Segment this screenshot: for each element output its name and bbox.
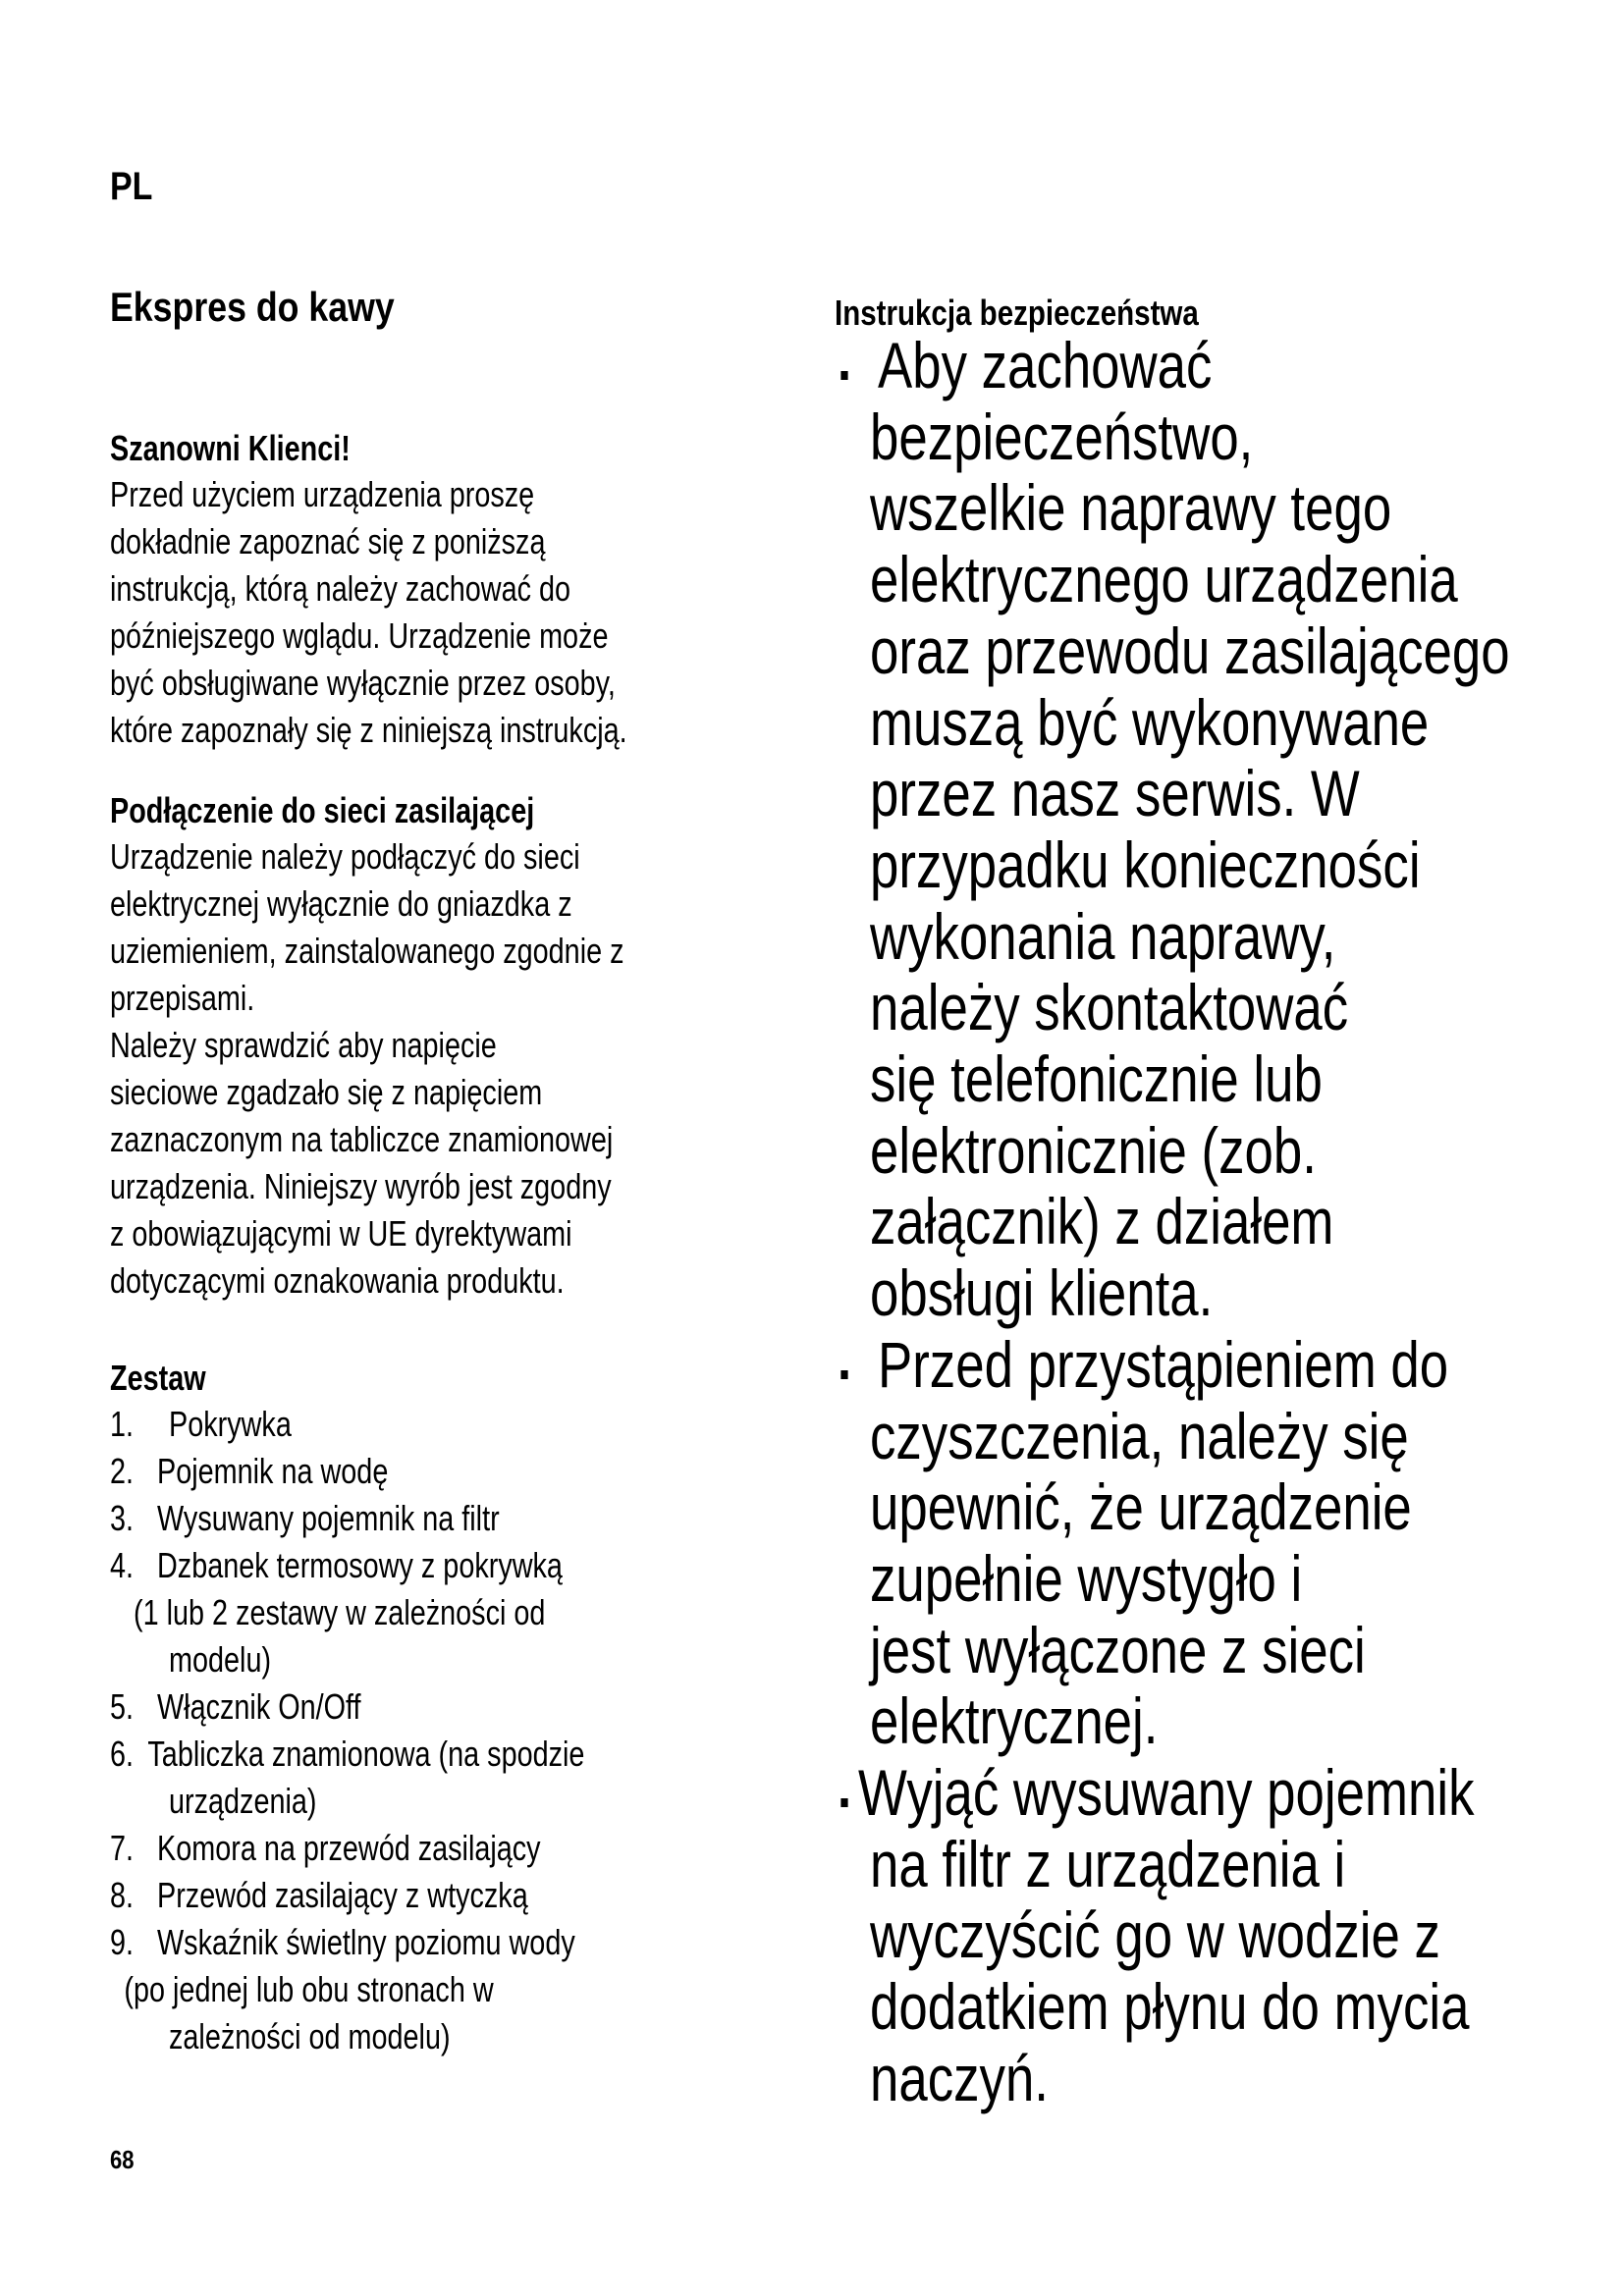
power-heading: Podłączenie do sieci zasilającej bbox=[110, 790, 535, 830]
intro-line: instrukcją, którą należy zachować do bbox=[110, 568, 571, 609]
item-text: urządzenia) bbox=[169, 1781, 317, 1821]
list-item-continuation bbox=[110, 1589, 707, 1683]
safety-line: dodatkiem płynu do mycia bbox=[870, 1970, 1470, 2044]
safety-line: jest wyłączone z sieci bbox=[870, 1613, 1366, 1686]
bullet-dot bbox=[840, 1370, 847, 1379]
document-title: Ekspres do kawy bbox=[110, 284, 395, 330]
item-number: 4. bbox=[110, 1545, 135, 1585]
power-line: Urządzenie należy podłączyć do sieci bbox=[110, 836, 580, 877]
page-number: 68 bbox=[110, 2145, 135, 2174]
safety-line: załącznik) z działem bbox=[870, 1185, 1334, 1258]
list-item bbox=[110, 1401, 707, 1448]
set-section bbox=[110, 1356, 707, 2060]
safety-line: oraz przewodu zasilającego bbox=[870, 614, 1510, 687]
list-item bbox=[110, 1683, 707, 1731]
power-line: Należy sprawdzić aby napięcie bbox=[110, 1025, 497, 1065]
item-text: (1 lub 2 zestawy w zależności od bbox=[134, 1592, 546, 1632]
list-item bbox=[110, 1872, 707, 1919]
item-number: 2. bbox=[110, 1451, 135, 1491]
item-number: 8. bbox=[110, 1875, 135, 1915]
item-text: Wskaźnik świetlny poziomu wody bbox=[157, 1922, 575, 1962]
safety-bullet bbox=[835, 329, 1510, 1330]
item-number: 5. bbox=[110, 1686, 135, 1727]
safety-line: Wyjąć wysuwany pojemnik bbox=[858, 1756, 1475, 1830]
item-text: Włącznik On/Off bbox=[157, 1686, 361, 1727]
intro-section bbox=[110, 426, 707, 754]
set-heading: Zestaw bbox=[110, 1358, 206, 1398]
safety-line: elektrycznego urządzenia bbox=[870, 543, 1458, 616]
power-line: urządzenia. Niniejszy wyrób jest zgodny bbox=[110, 1166, 612, 1206]
intro-line: które zapoznały się z niniejszą instrukcją. bbox=[110, 710, 627, 750]
intro-paragraph bbox=[110, 471, 707, 754]
item-text: Pojemnik na wodę bbox=[157, 1451, 389, 1491]
safety-line: bezpieczeństwo, bbox=[870, 400, 1254, 473]
item-text: zależności od modelu) bbox=[169, 2016, 451, 2056]
list-item bbox=[110, 1448, 707, 1495]
power-line: z obowiązującymi w UE dyrektywami bbox=[110, 1213, 572, 1254]
item-text: Dzbanek termosowy z pokrywką bbox=[157, 1545, 563, 1585]
safety-line: elektrycznej. bbox=[870, 1684, 1159, 1758]
power-line: dotyczącymi oznakowania produktu. bbox=[110, 1260, 565, 1301]
item-text: Wysuwany pojemnik na filtr bbox=[157, 1498, 500, 1538]
safety-line: przypadku konieczności bbox=[870, 828, 1421, 901]
list-item bbox=[110, 1731, 707, 1825]
intro-line: późniejszego wglądu. Urządzenie może bbox=[110, 615, 609, 656]
safety-line: Przed przystąpieniem do bbox=[878, 1327, 1449, 1401]
power-section bbox=[110, 788, 707, 1305]
safety-line: przez nasz serwis. W bbox=[870, 757, 1360, 830]
safety-heading: Instrukcja bezpieczeństwa bbox=[835, 293, 1199, 333]
language-code: PL bbox=[110, 165, 153, 208]
safety-line: zupełnie wystygło i bbox=[870, 1541, 1303, 1615]
intro-line: Przed użyciem urządzenia proszę bbox=[110, 474, 535, 514]
power-line: elektrycznej wyłącznie do gniazdka z bbox=[110, 883, 572, 924]
power-line: zaznaczonym na tabliczce znamionowej bbox=[110, 1119, 614, 1159]
item-text: Pokrywka bbox=[169, 1404, 292, 1444]
safety-section bbox=[835, 329, 1510, 2114]
safety-bullet bbox=[835, 1329, 1479, 1757]
list-item bbox=[110, 1919, 707, 1966]
bullet-dot bbox=[840, 371, 847, 380]
list-item-continuation bbox=[110, 1966, 707, 2060]
power-line: przepisami. bbox=[110, 978, 255, 1018]
item-text: (po jednej lub obu stronach w bbox=[124, 1969, 494, 2009]
safety-line: wykonania naprawy, bbox=[870, 899, 1336, 973]
safety-line: czyszczenia, należy się bbox=[870, 1399, 1409, 1472]
list-item bbox=[110, 1495, 707, 1542]
item-text: modelu) bbox=[169, 1639, 272, 1680]
power-paragraph bbox=[110, 833, 707, 1305]
power-line: uziemieniem, zainstalowanego zgodnie z bbox=[110, 931, 624, 971]
intro-heading: Szanowni Klienci! bbox=[110, 428, 351, 468]
item-number: 7. bbox=[110, 1828, 135, 1868]
safety-line: na filtr z urządzenia i bbox=[870, 1827, 1346, 1900]
intro-line: być obsługiwane wyłącznie przez osoby, bbox=[110, 663, 616, 703]
left-column bbox=[110, 426, 707, 2060]
item-number: 3. bbox=[110, 1498, 135, 1538]
power-line: sieciowe zgadzało się z napięciem bbox=[110, 1072, 543, 1112]
item-text: Przewód zasilający z wtyczką bbox=[157, 1875, 528, 1915]
item-text: Tabliczka znamionowa (na spodzie bbox=[147, 1734, 585, 1774]
safety-line: naczyń. bbox=[870, 2041, 1049, 2114]
intro-line: dokładnie zapoznać się z poniższą bbox=[110, 521, 546, 561]
safety-line: wyczyścić go w wodzie z bbox=[870, 1898, 1440, 1972]
safety-line: upewnić, że urządzenie bbox=[870, 1470, 1412, 1544]
safety-line: wszelkie naprawy tego bbox=[870, 471, 1392, 545]
item-number: 9. bbox=[110, 1922, 135, 1962]
safety-bullet bbox=[835, 1757, 1479, 2114]
safety-line: należy skontaktować bbox=[870, 971, 1349, 1044]
parts-list bbox=[110, 1401, 707, 2060]
item-text: Komora na przewód zasilający bbox=[157, 1828, 541, 1868]
item-number: 6. bbox=[110, 1734, 135, 1774]
safety-line: Aby zachować bbox=[878, 329, 1213, 401]
item-number: 1. bbox=[110, 1404, 135, 1444]
safety-line: muszą być wykonywane bbox=[870, 685, 1430, 759]
safety-line: się telefonicznie lub bbox=[870, 1042, 1323, 1116]
list-item bbox=[110, 1542, 707, 1589]
safety-line: elektronicznie (zob. bbox=[870, 1113, 1317, 1187]
list-item bbox=[110, 1825, 707, 1872]
safety-line: obsługi klienta. bbox=[870, 1256, 1214, 1330]
bullet-dot bbox=[840, 1798, 847, 1807]
